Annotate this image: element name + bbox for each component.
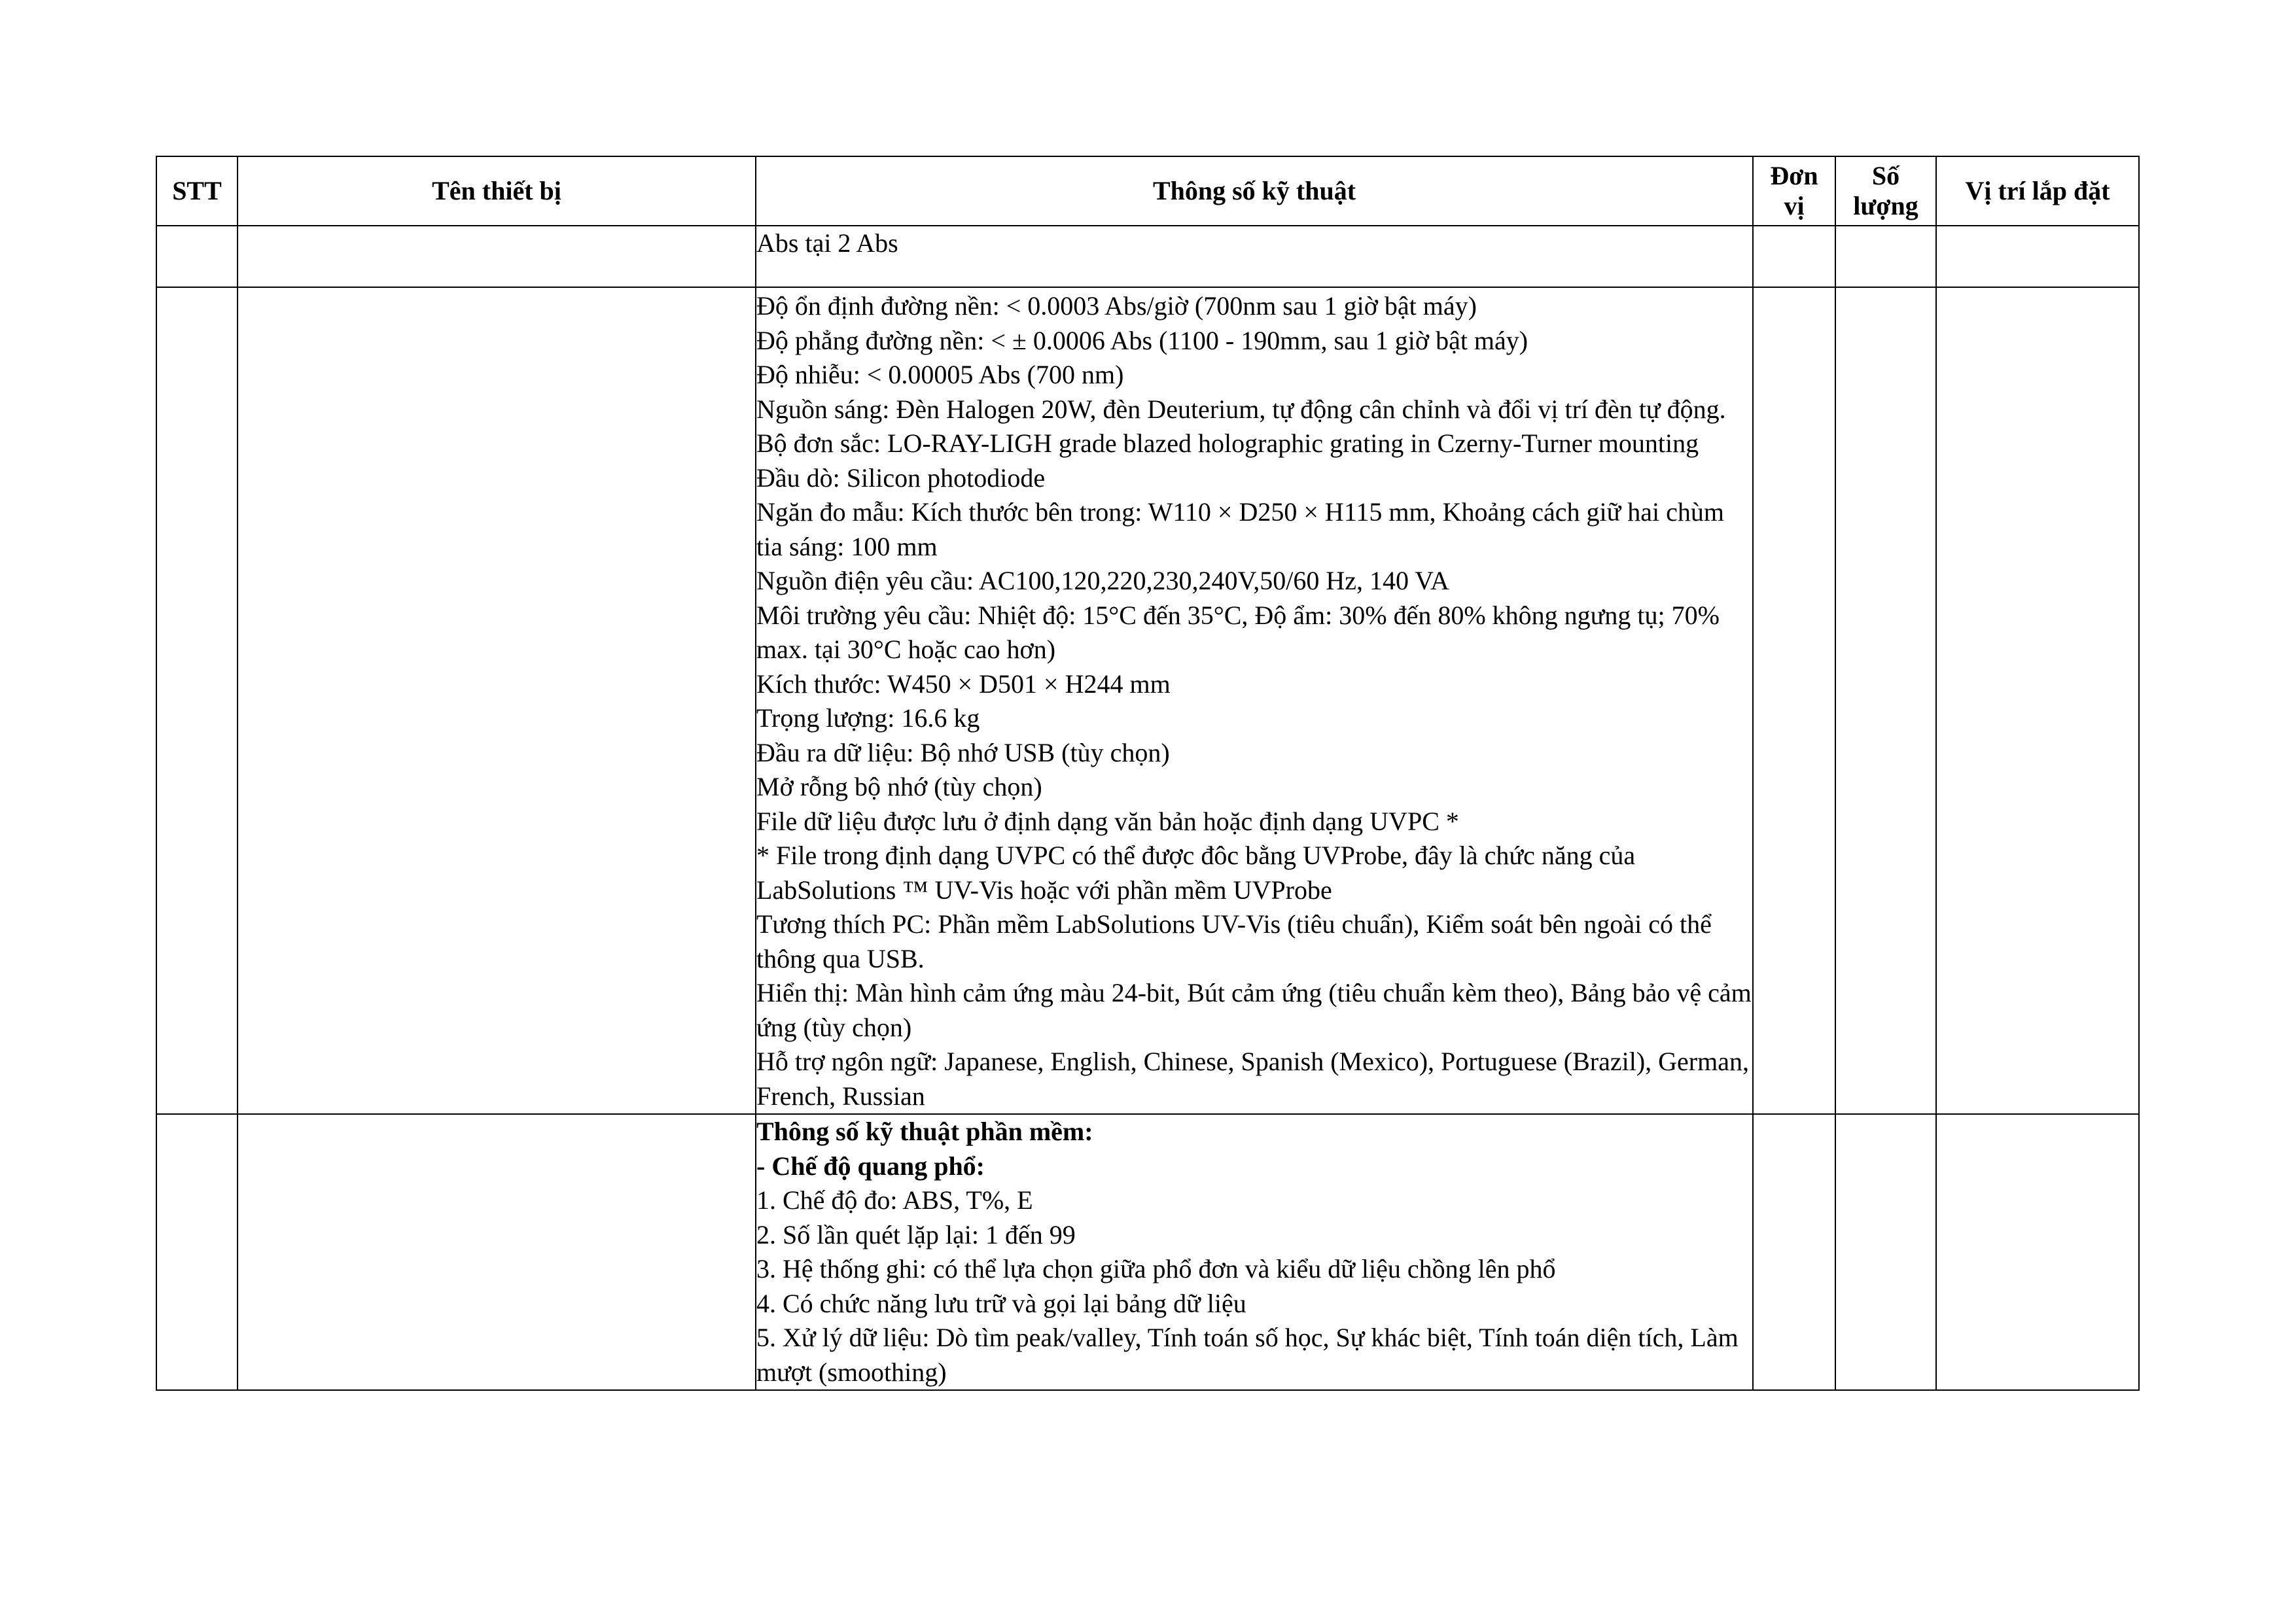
- cell-unit: [1753, 226, 1835, 287]
- cell-specifications: [756, 287, 1753, 1114]
- spec-line: Kích thước: W450 × D501 × H244 mm: [756, 669, 1171, 699]
- cell-unit: [1753, 1114, 1835, 1390]
- spec-table: [156, 156, 2140, 1391]
- spec-line: File dữ liệu được lưu ở định dạng văn bản hoặc định dạng UVPC *: [756, 806, 1459, 836]
- cell-device-name: [238, 1114, 756, 1390]
- table-row: [156, 226, 2139, 287]
- cell-unit: [1753, 287, 1835, 1114]
- spec-line: Môi trường yêu cầu: Nhiệt độ: 15°C đến 35°C, Độ ẩm: 30% đến 80% không ngưng tụ; 70% max. tại 30°C hoặc cao hơn): [756, 600, 1720, 664]
- spec-line: 5. Xử lý dữ liệu: Dò tìm peak/valley, Tính toán số học, Sự khác biệt, Tính toán diện tích, Làm mượt (smoothing): [756, 1323, 1739, 1387]
- cell-install-location: [1936, 226, 2139, 287]
- header-row: [156, 156, 2139, 226]
- header-unit-line1: Đơn: [1770, 161, 1818, 190]
- cell-specifications: [756, 1114, 1753, 1390]
- header-unit: [1753, 156, 1835, 226]
- spec-line: Đầu dò: Silicon photodiode: [756, 462, 1046, 493]
- spec-line: 3. Hệ thống ghi: có thể lựa chọn giữa phổ đơn và kiểu dữ liệu chồng lên phổ: [756, 1254, 1556, 1283]
- header-specifications: Thông số kỹ thuật: [756, 156, 1753, 226]
- spectrum-mode-heading: - Chế độ quang phổ:: [756, 1151, 985, 1181]
- cell-specifications: [756, 226, 1753, 287]
- spec-line: Độ ổn định đường nền: < 0.0003 Abs/giờ (700nm sau 1 giờ bật máy): [756, 291, 1477, 321]
- spec-line: Hỗ trợ ngôn ngữ: Japanese, English, Chinese, Spanish (Mexico), Portuguese (Brazil), German, French, Russian: [756, 1047, 1749, 1111]
- cell-device-name: [238, 226, 756, 287]
- cell-quantity: [1835, 1114, 1936, 1390]
- spec-line: Độ phẳng đường nền: < ± 0.0006 Abs (1100 - 190mm, sau 1 giờ bật máy): [756, 325, 1528, 355]
- cell-install-location: [1936, 1114, 2139, 1390]
- spec-line: Abs tại 2 Abs: [756, 228, 898, 258]
- spec-line: 4. Có chức năng lưu trữ và gọi lại bảng dữ liệu: [756, 1288, 1246, 1318]
- cell-device-name: [238, 287, 756, 1114]
- spec-line: Nguồn điện yêu cầu: AC100,120,220,230,240V,50/60 Hz, 140 VA: [756, 566, 1449, 595]
- header-quantity-line1: Số: [1871, 161, 1900, 190]
- spec-line: Hiển thị: Màn hình cảm ứng màu 24-bit, Bút cảm ứng (tiêu chuẩn kèm theo), Bảng bảo vệ cảm ứng (tùy chọn): [756, 978, 1752, 1042]
- header-quantity: [1835, 156, 1936, 226]
- table-row: [156, 1114, 2139, 1390]
- cell-install-location: [1936, 287, 2139, 1114]
- spec-line: 1. Chế độ đo: ABS, T%, E: [756, 1185, 1033, 1215]
- spec-line: Độ nhiễu: < 0.00005 Abs (700 nm): [756, 360, 1124, 389]
- spec-line: 2. Số lần quét lặp lại: 1 đến 99: [756, 1219, 1076, 1249]
- spec-line: Bộ đơn sắc: LO-RAY-LIGH grade blazed holographic grating in Czerny-Turner mounting: [756, 428, 1699, 458]
- cell-quantity: [1835, 287, 1936, 1114]
- spec-line: Ngăn đo mẫu: Kích thước bên trong: W110 × D250 × H115 mm, Khoảng cách giữ hai chùm tia sáng: 100 mm: [756, 497, 1724, 561]
- table-row: [156, 287, 2139, 1114]
- cell-quantity: [1835, 226, 1936, 287]
- spec-line: Tương thích PC: Phần mềm LabSolutions UV-Vis (tiêu chuẩn), Kiểm soát bên ngoài có thể thông qua USB.: [756, 909, 1712, 973]
- spec-line: * File trong định dạng UVPC có thể được đôc bằng UVProbe, đây là chức năng của LabSolutions ™ UV-Vis hoặc với phần mềm UVProbe: [756, 841, 1636, 905]
- software-spec-heading: Thông số kỹ thuật phần mềm:: [756, 1117, 1093, 1146]
- spec-line: Trọng lượng: 16.6 kg: [756, 703, 980, 733]
- header-device-name: Tên thiết bị: [238, 156, 756, 226]
- header-unit-line2: vị: [1784, 191, 1805, 220]
- header-stt: STT: [156, 156, 238, 226]
- header-install-location: Vị trí lắp đặt: [1936, 156, 2139, 226]
- header-quantity-line2: lượng: [1853, 191, 1918, 220]
- spec-line: Đầu ra dữ liệu: Bộ nhớ USB (tùy chọn): [756, 737, 1170, 767]
- cell-stt: [156, 287, 238, 1114]
- spec-line: Mở rỗng bộ nhớ (tùy chọn): [756, 772, 1042, 801]
- cell-stt: [156, 1114, 238, 1390]
- spec-line: Nguồn sáng: Đèn Halogen 20W, đèn Deuterium, tự động cân chỉnh và đổi vị trí đèn tự động.: [756, 394, 1726, 424]
- cell-stt: [156, 226, 238, 287]
